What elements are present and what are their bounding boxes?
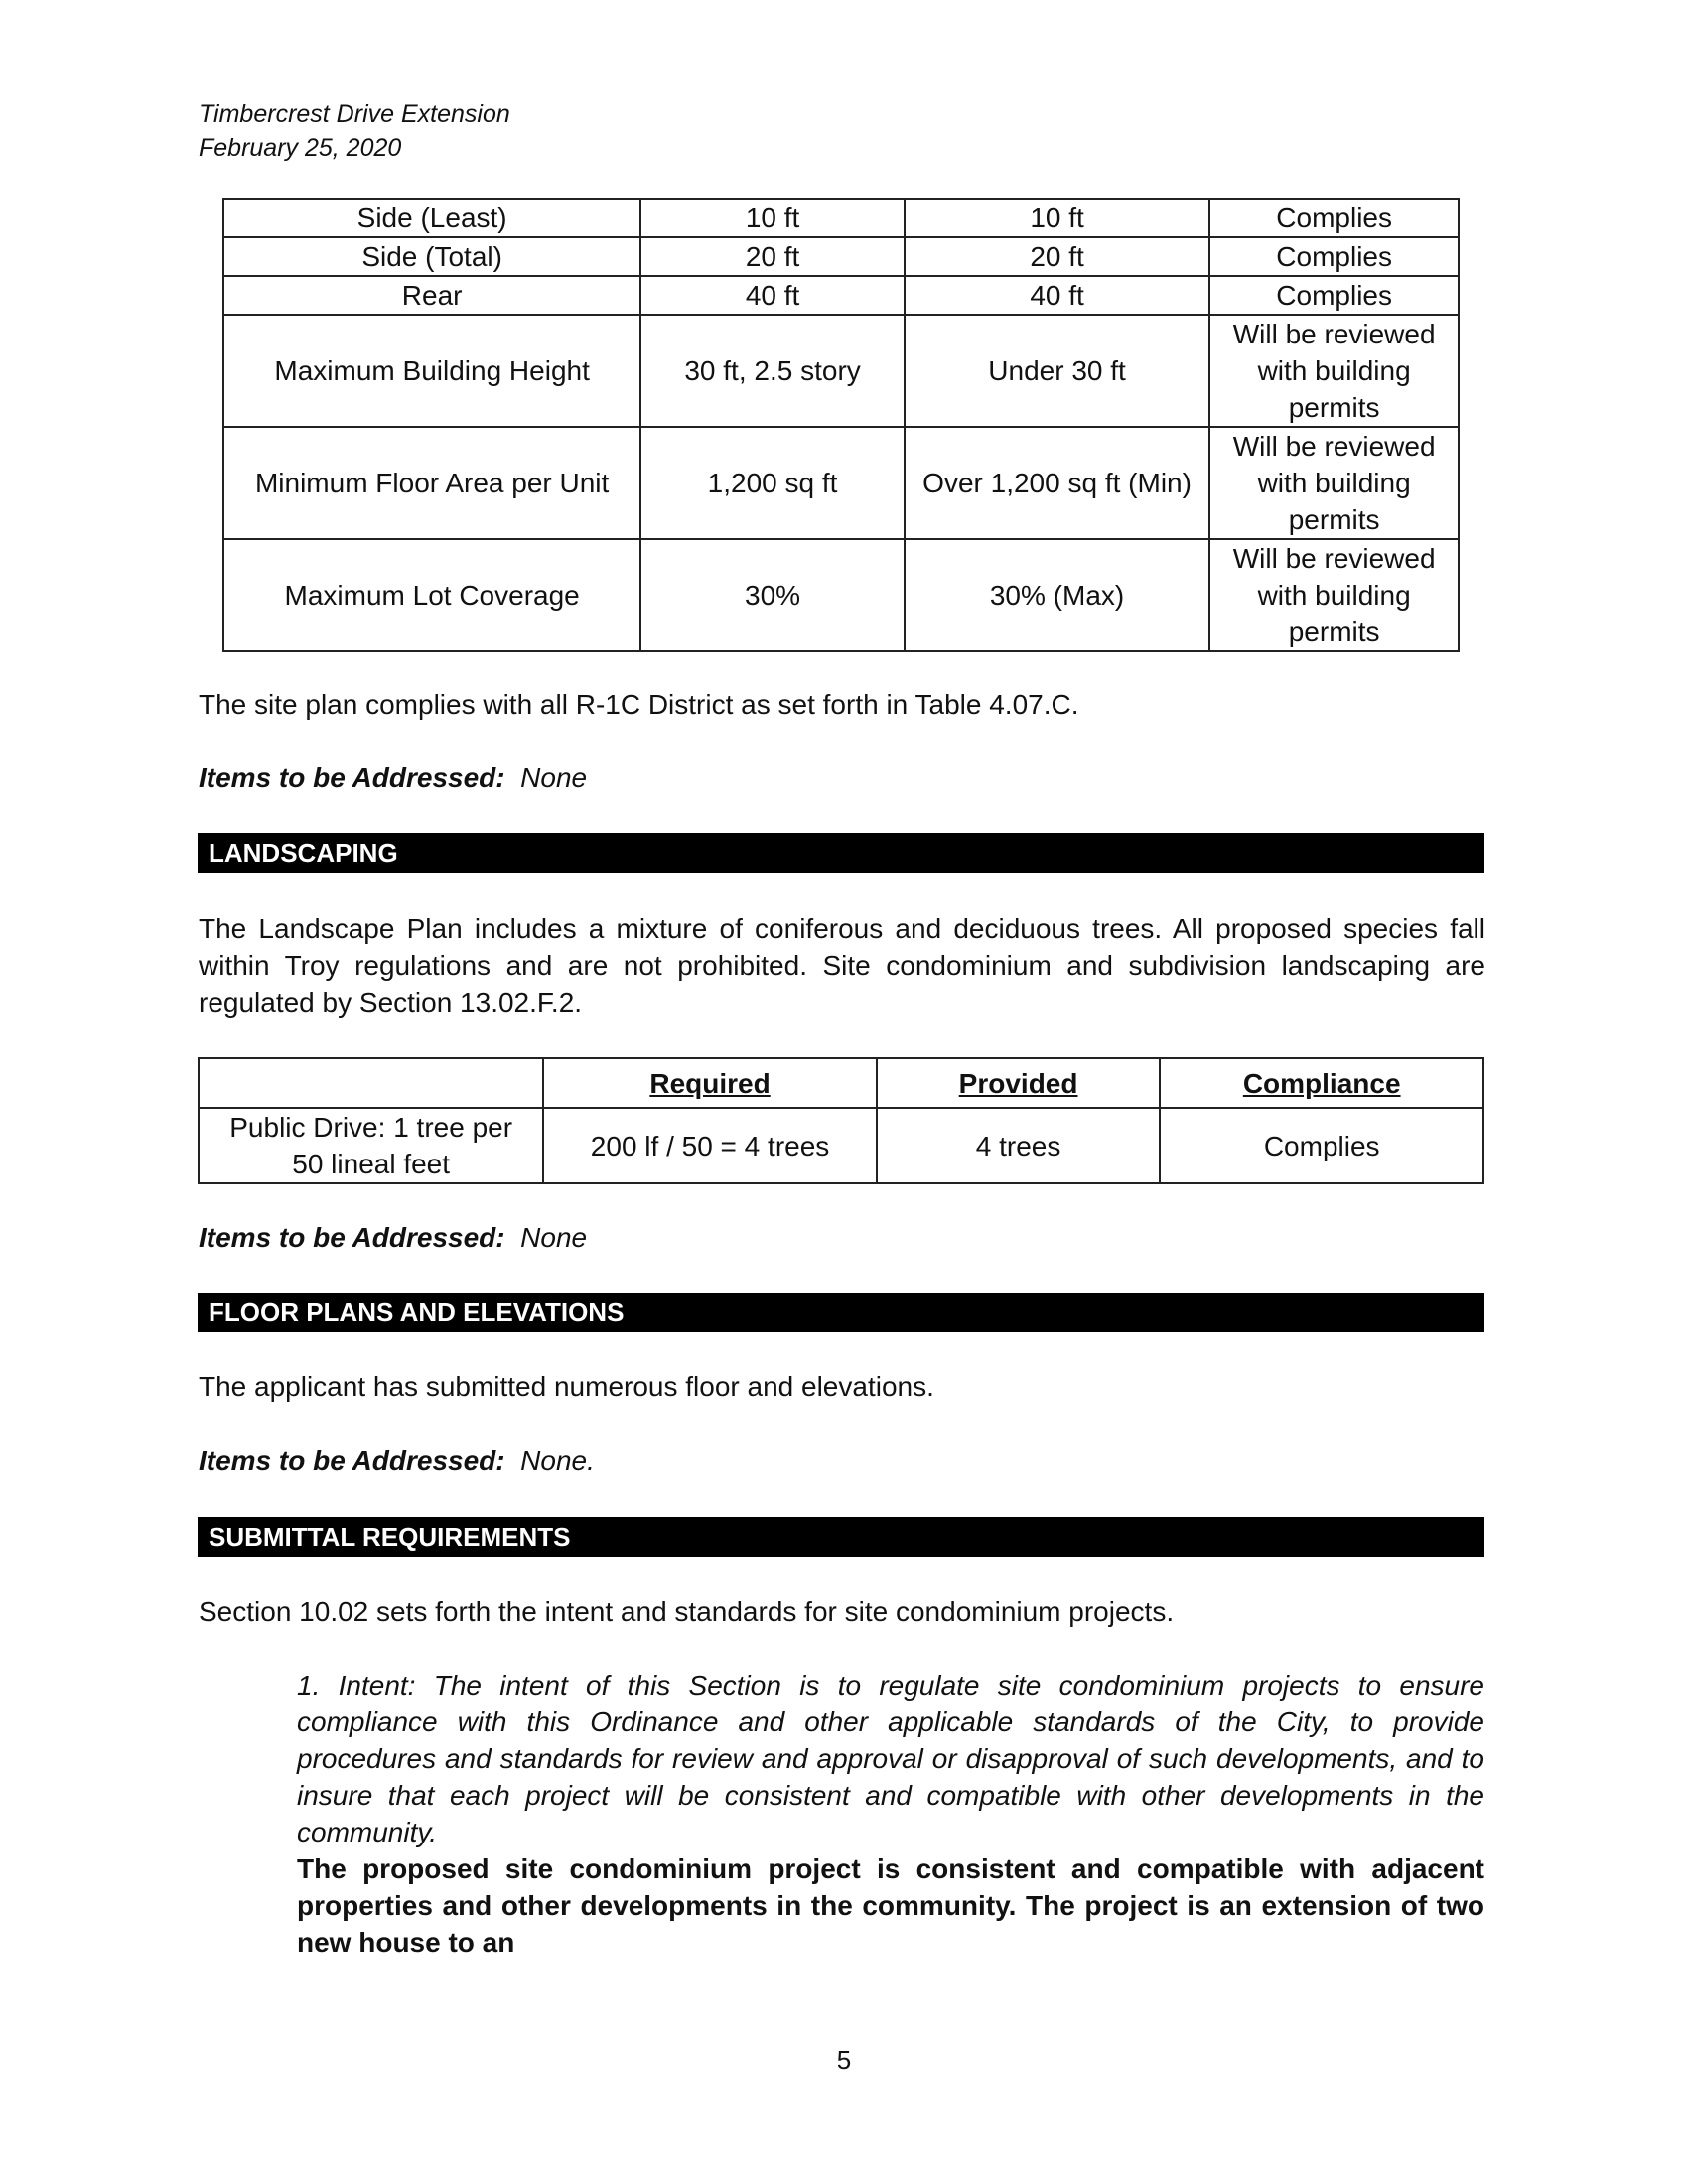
header-cell-compliance: Compliance [1160, 1058, 1483, 1108]
section-heading-floor-plans: FLOOR PLANS AND ELEVATIONS [198, 1293, 1484, 1332]
table-row [223, 427, 1459, 539]
provided-value: 4 trees [877, 1108, 1161, 1183]
compliance-line: Will be reviewed [1232, 543, 1436, 574]
zoning-requirements-table [222, 198, 1460, 652]
section-heading-landscaping: LANDSCAPING [198, 833, 1484, 873]
compliance-value: Complies [1160, 1108, 1483, 1183]
intent-quote: 1. Intent: The intent of this Section is to regulate site condominium projects to ensure compliance with this Ordinance and other applicable standards of the City, to provide procedures and standards for review and approval or disapproval of such developments, and to insure that each project will be consistent and compatible with other developments in the community. [297, 1670, 1484, 1847]
compliance-value: Complies [1209, 276, 1459, 315]
provided-value: 10 ft [905, 199, 1209, 237]
compliance-value [1209, 315, 1459, 427]
landscaping-table [198, 1057, 1484, 1184]
table-row [223, 276, 1459, 315]
table-row [223, 315, 1459, 427]
section-heading-submittal: SUBMITTAL REQUIREMENTS [198, 1517, 1484, 1557]
table-row [199, 1108, 1483, 1183]
required-value: 10 ft [640, 199, 905, 237]
document-title: Timbercrest Drive Extension [199, 100, 510, 128]
compliance-line: with building [1257, 580, 1411, 611]
provided-value: 30% (Max) [905, 539, 1209, 651]
compliance-line: permits [1288, 392, 1380, 423]
compliance-line: Will be reviewed [1232, 431, 1436, 462]
row-label-line: Public Drive: 1 tree per [229, 1112, 513, 1143]
compliance-line: permits [1288, 504, 1380, 535]
required-value: 30% [640, 539, 905, 651]
compliance-value: Complies [1209, 237, 1459, 276]
header-cell-required: Required [543, 1058, 876, 1108]
row-label: Rear [223, 276, 640, 315]
items-label: Items to be Addressed: [199, 1222, 505, 1253]
compliance-line: Will be reviewed [1232, 319, 1436, 349]
compliance-value [1209, 427, 1459, 539]
row-label: Maximum Lot Coverage [223, 539, 640, 651]
row-label: Side (Total) [223, 237, 640, 276]
items-value: None [520, 762, 588, 793]
required-value: 1,200 sq ft [640, 427, 905, 539]
compliance-line: with building [1257, 355, 1411, 386]
header-cell-provided: Provided [877, 1058, 1161, 1108]
row-label: Side (Least) [223, 199, 640, 237]
items-value: None. [520, 1445, 595, 1476]
compliance-value: Complies [1209, 199, 1459, 237]
landscaping-paragraph: The Landscape Plan includes a mixture of coniferous and deciduous trees. All proposed species fall within Troy regulations and are not prohibited. Site condominium and subdivision landscaping are regulated by Section 13.02.F.2. [199, 913, 1485, 1018]
required-value: 200 lf / 50 = 4 trees [543, 1108, 876, 1183]
required-value: 20 ft [640, 237, 905, 276]
row-label-line: 50 lineal feet [292, 1149, 451, 1179]
items-to-be-addressed [199, 1219, 587, 1256]
items-to-be-addressed [199, 759, 587, 796]
provided-value: Under 30 ft [905, 315, 1209, 427]
page-number: 5 [836, 2045, 852, 2075]
provided-value: Over 1,200 sq ft (Min) [905, 427, 1209, 539]
table-row [223, 539, 1459, 651]
required-value: 40 ft [640, 276, 905, 315]
consistency-statement: The proposed site condominium project is consistent and compatible with adjacent properties and other developments in the community. The project is an extension of two new house to an [297, 1853, 1484, 1958]
row-label: Maximum Building Height [223, 315, 640, 427]
items-value: None [520, 1222, 588, 1253]
table-row [223, 237, 1459, 276]
provided-value: 20 ft [905, 237, 1209, 276]
compliance-line: with building [1257, 468, 1411, 498]
items-to-be-addressed [199, 1442, 595, 1479]
table-row [223, 199, 1459, 237]
compliance-value [1209, 539, 1459, 651]
table-header-row [199, 1058, 1483, 1108]
zoning-summary: The site plan complies with all R-1C District as set forth in Table 4.07.C. [199, 689, 1079, 720]
items-label: Items to be Addressed: [199, 1445, 505, 1476]
required-value: 30 ft, 2.5 story [640, 315, 905, 427]
provided-value: 40 ft [905, 276, 1209, 315]
row-label: Minimum Floor Area per Unit [223, 427, 640, 539]
header-cell-empty [199, 1058, 543, 1108]
document-date: February 25, 2020 [199, 134, 402, 162]
submittal-paragraph: Section 10.02 sets forth the intent and standards for site condominium projects. [199, 1596, 1175, 1627]
items-label: Items to be Addressed: [199, 762, 505, 793]
row-label [199, 1108, 543, 1183]
compliance-line: permits [1288, 616, 1380, 647]
floor-plans-paragraph: The applicant has submitted numerous floor and elevations. [199, 1371, 934, 1402]
